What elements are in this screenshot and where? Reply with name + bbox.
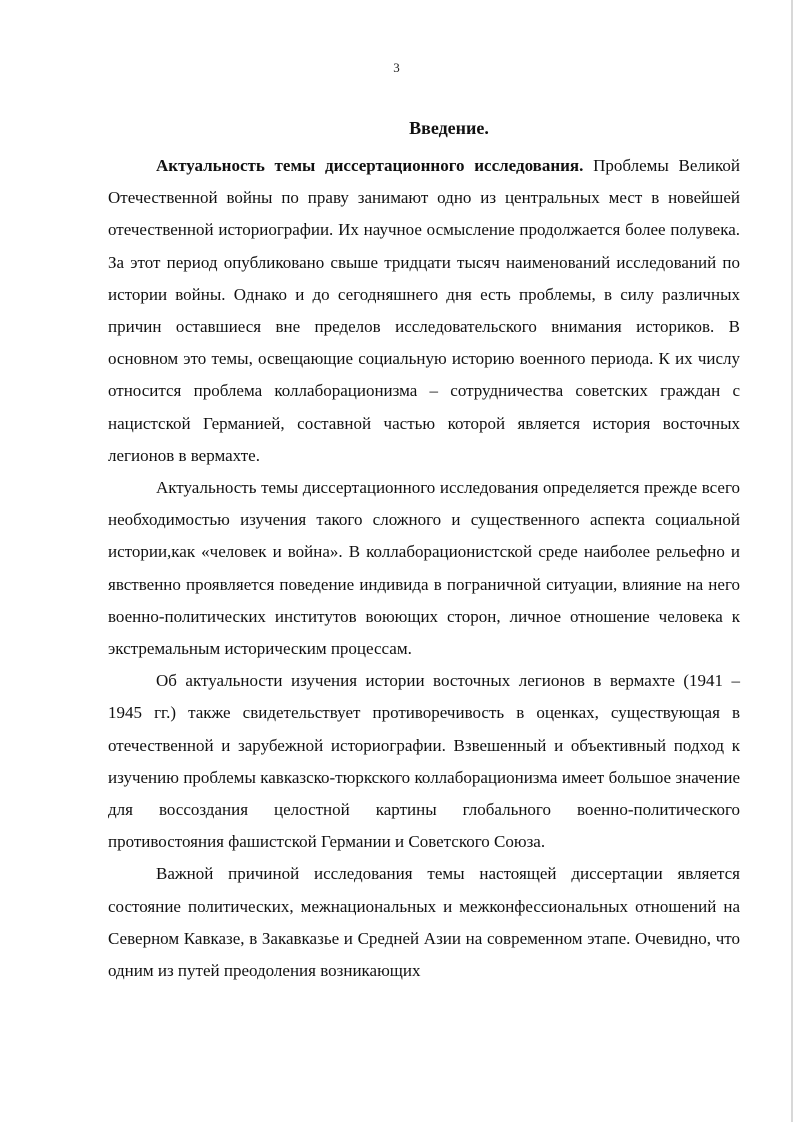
body-text [108, 150, 740, 987]
paragraph-3: Об актуальности изучения истории восточных легионов в вермахте (1941 – 1945 гг.) также свидетельствует противоречивость в оценках, существующая в отечественной и зарубежной историографии. Взвешенный и объективный подход к изучению проблемы кавказско-тюркского коллаборационизма имеет большое значение для воссоздания целостной картины глобального военно-политического противостояния фашистской Германии и Советского Союза. [108, 671, 740, 852]
paragraph-4: Важной причиной исследования темы настоящей диссертации является состояние политических, межнациональных и межконфессиональных отношений на Северном Кавказе, в Закавказье и Средней Азии на современном этапе. Очевидно, что одним из путей преодоления возникающих [108, 864, 740, 981]
paragraph-lead: Актуальность темы диссертационного исследования. [156, 156, 584, 175]
page-number: 3 [393, 60, 400, 75]
paragraph-2: Актуальность темы диссертационного исследования определяется прежде всего необходимостью изучения такого сложного и существенного аспекта социальной истории,как «человек и война». В коллаборационистской среде наиболее рельефно и явственно проявляется поведение индивида в пограничной ситуации, влияние на него военно-политических институтов воюющих сторон, личное отношение человека к экстремальным историческим процессам. [108, 478, 740, 659]
paragraph-text: Проблемы Великой Отечественной войны по праву занимают одно из центральных мест в новейшей отечественной историографии. Их научное осмысление продолжается более полувека. За этот период опубликовано свыше тридцати тысяч наименований исследований по истории войны. Однако и до сегодняшнего дня есть проблемы, в силу различных причин оставшиеся вне пределов исследовательского внимания историков. В основном это темы, освещающие социальную историю военного периода. К их числу относится проблема коллаборационизма – сотрудничества советских граждан с нацистской Германией, составной частью которой является история восточных легионов в вермахте. [108, 156, 740, 465]
paragraph-1 [108, 150, 740, 472]
section-heading: Введение. [409, 118, 489, 138]
